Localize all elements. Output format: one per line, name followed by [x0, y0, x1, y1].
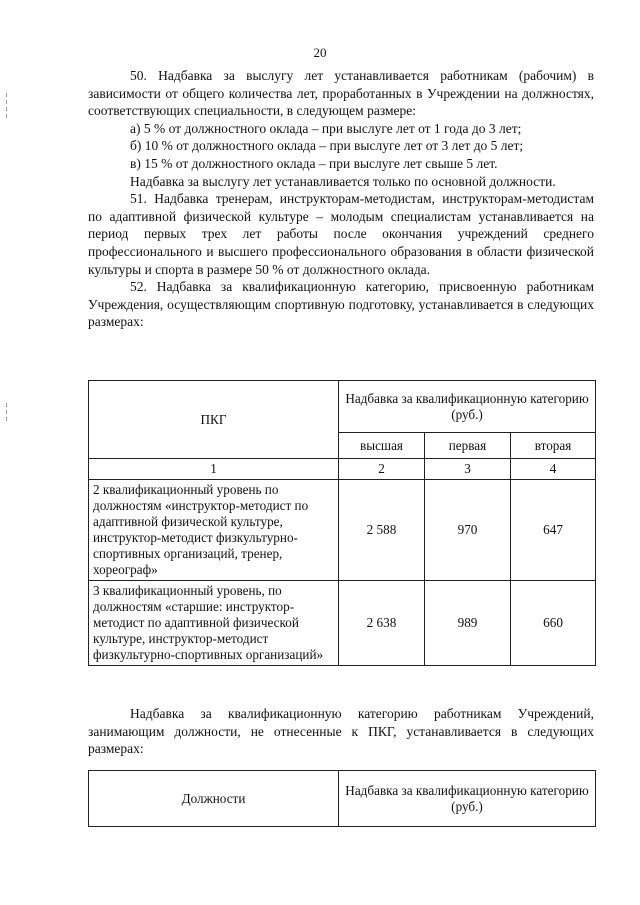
value-first: 970	[425, 480, 511, 581]
paragraph-main-position: Надбавка за выслугу лет устанавливается только по основной должности.	[130, 173, 556, 189]
list-item-b: б) 10 % от должностного оклада – при выслуге лет от 3 лет до 5 лет;	[130, 138, 524, 154]
column-number: 2	[339, 459, 425, 480]
body-text	[88, 67, 594, 331]
subheader-second: вторая	[511, 433, 596, 459]
column-number: 4	[511, 459, 596, 480]
value-second: 660	[511, 581, 596, 666]
qualification-table	[88, 380, 596, 666]
header-allowance-2: Надбавка за квалификационную категорию (руб.)	[339, 771, 596, 827]
value-second: 647	[511, 480, 596, 581]
paragraph-after-table	[88, 705, 594, 758]
list-item-c: в) 15 % от должностного оклада – при выслуге лет свыше 5 лет.	[130, 155, 498, 171]
value-highest: 2 588	[339, 480, 425, 581]
header-positions: Должности	[89, 771, 339, 827]
page-number: 20	[313, 45, 327, 60]
table-row	[89, 581, 596, 666]
value-highest: 2 638	[339, 581, 425, 666]
row-name: 2 квалификационный уровень по должностям «инструктор-методист по адаптивной физической культуре, инструктор-методист физкультурно-спортивных организаций, тренер, хореограф»	[89, 480, 339, 581]
column-number: 1	[89, 459, 339, 480]
header-allowance: Надбавка за квалификационную категорию (руб.)	[339, 381, 596, 433]
margin-marks-middle	[6, 400, 9, 424]
positions-table	[88, 770, 596, 827]
paragraph-non-pkg: Надбавка за квалификационную категорию работникам Учреждений, занимающим должности, не отнесенные к ПКГ, устанавливается в следующих размерах:	[88, 706, 594, 757]
column-number: 3	[425, 459, 511, 480]
paragraph-50: 50. Надбавка за выслугу лет устанавливается работникам (рабочим) в зависимости от общего количества лет, проработанных в Учреждении на должностях, соответствующих специальности, в следующем размере:	[88, 68, 594, 119]
table-row	[89, 480, 596, 581]
row-name: 3 квалификационный уровень, по должностям «старшие: инструктор-методист по адаптивной физической культуре, инструктор-методист физкультурно-спортивных организаций»	[89, 581, 339, 666]
header-pkg: ПКГ	[89, 381, 339, 459]
subheader-first: первая	[425, 433, 511, 459]
margin-marks-top	[6, 90, 9, 121]
list-item-a: а) 5 % от должностного оклада – при выслуге лет от 1 года до 3 лет;	[130, 120, 522, 136]
subheader-highest: высшая	[339, 433, 425, 459]
paragraph-52: 52. Надбавка за квалификационную категорию, присвоенную работникам Учреждения, осуществляющим спортивную подготовку, устанавливается в следующих размерах:	[88, 279, 594, 330]
paragraph-51: 51. Надбавка тренерам, инструкторам-методистам, инструкторам-методистам по адаптивной физической культуре – молодым специалистам устанавливается на период первых трех лет работы после окончания учреждений среднего профессионального и высшего профессионального образования в области физической культуры и спорта в размере 50 % от должностного оклада.	[88, 191, 594, 277]
value-first: 989	[425, 581, 511, 666]
